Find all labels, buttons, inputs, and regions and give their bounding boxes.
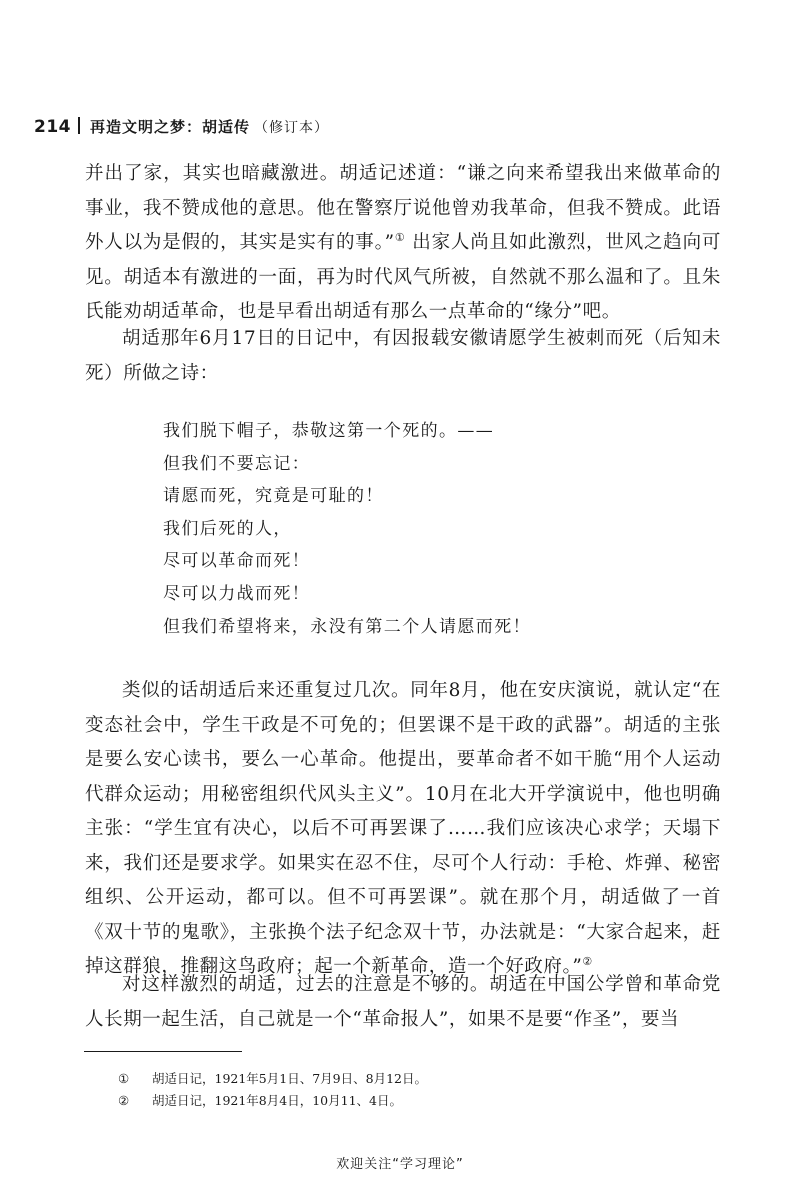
footnote-item [118, 1068, 427, 1090]
footnote-item [118, 1090, 427, 1112]
paragraph-1-text: 并出了家，其实也暗藏激进。胡适记述道：“谦之向来希望我出来做革命的事业，我不赞成他的意思。他在警察厅说他曾劝我革命，但我不赞成。此语外人以为是假的，其实是实有的事。” [85, 163, 721, 253]
footnote-mark: ② [118, 1093, 130, 1108]
page-footer: 欢迎关注“学习理论” [336, 1157, 464, 1172]
footnote-divider [84, 1051, 242, 1052]
footnotes [118, 1068, 427, 1112]
paragraph-3 [85, 674, 721, 985]
running-header [34, 115, 329, 137]
poem-line: 尽可以力战而死！ [163, 583, 311, 604]
page-number: 214 [34, 117, 71, 137]
footnote-ref-1[interactable]: ① [394, 230, 406, 244]
paragraph-4-text: 对这样激烈的胡适，过去的注意是不够的。胡适在中国公学曾和革命党人长期一起生活，自己就是一个“革命报人”，如果不是要“作圣”，要当 [85, 974, 721, 1030]
edition-label: （修订本） [254, 120, 330, 136]
footnote-mark: ① [118, 1071, 130, 1086]
paragraph-4 [85, 968, 721, 1037]
paragraph-3-text: 类似的话胡适后来还重复过几次。同年8月，他在安庆演说，就认定“在变态社会中，学生干政是不可免的；但罢课不是干政的武器”。胡适的主张是要么安心读书，要么一心革命。他提出，要革命者不如干脆“用个人运动代群众运动；用秘密组织代风头主义”。10月在北大开学演说中，他也明确主张：“学生宜有决心，以后不可再罢课了……我们应该决心求学；天塌下来，我们还是要求学。如果实在忍不住，尽可个人行动：手枪、炸弹、秘密组织、公开运动，都可以。但不可再罢课”。就在那个月，胡适做了一首《双十节的鬼歌》，主张换个法子纪念双十节，办法就是：“大家合起来，赶掉这群狼，推翻这鸟政府；起一个新革命，造一个好政府。” [85, 680, 721, 977]
poem-line: 请愿而死，究竟是可耻的！ [163, 486, 384, 507]
poem [163, 415, 531, 643]
footnote-ref-2[interactable]: ② [582, 954, 593, 968]
paragraph-1 [85, 157, 721, 330]
poem-line: 但我们不要忘记： [163, 453, 311, 474]
paragraph-2 [85, 322, 721, 391]
paragraph-1-text-after: 出家人尚且如此激烈，世风之趋向可见。胡适本有激进的一面，再为时代风气所被，自然就不那么温和了。且朱氏能劝胡适革命，也是早看出胡适有那么一点革命的“缘分”吧。 [85, 232, 721, 322]
poem-line: 我们后死的人， [163, 518, 292, 539]
footnote-text: 胡适日记，1921年8月4日，10月11、4日。 [152, 1093, 402, 1108]
paragraph-2-text: 胡适那年6月17日的日记中，有因报载安徽请愿学生被刺而死（后知未死）所做之诗： [85, 328, 721, 384]
book-title: 再造文明之梦：胡适传 [90, 118, 251, 136]
header-divider [78, 117, 80, 134]
footnote-text: 胡适日记，1921年5月1日、7月9日、8月12日。 [152, 1071, 427, 1086]
poem-line: 我们脱下帽子，恭敬这第一个死的。—— [163, 421, 495, 441]
poem-line: 尽可以革命而死！ [163, 551, 311, 572]
poem-line: 但我们希望将来，永没有第二个人请愿而死！ [163, 616, 531, 637]
